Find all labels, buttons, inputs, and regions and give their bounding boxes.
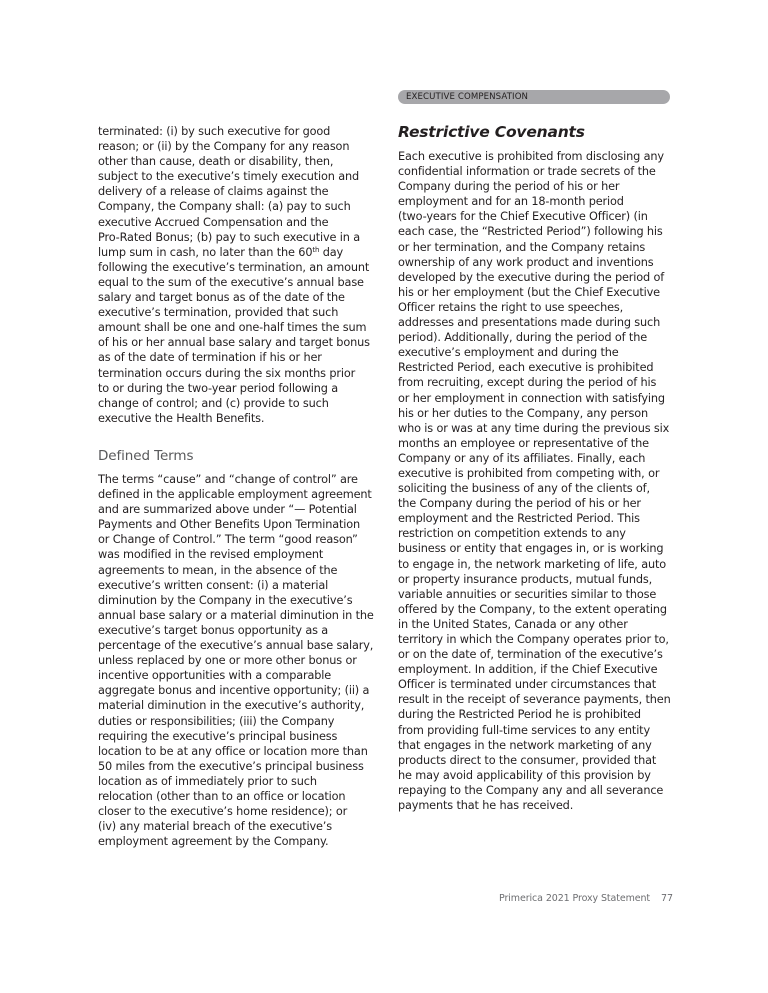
text-line: addresses and presentations made during such [398,316,661,330]
section-label: EXECUTIVE COMPENSATION [406,92,529,102]
text-line: executive is prohibited from competing with, or [398,466,660,480]
text-line: that engages in the network marketing of any [398,738,652,752]
text-line: salary and target bonus as of the date of the [98,291,345,305]
text-line: Pro-Rated Bonus; (b) pay to such executive in a [98,230,360,244]
text-line: Company or any of its affiliates. Finally, each [398,451,646,465]
text-line: amount shall be one and one-half times the sum [98,321,367,335]
defined-terms-heading: Defined Terms [98,448,194,464]
text-line: location to be at any office or location more than [98,744,368,758]
text-line: or her termination, and the Company retains [398,240,646,254]
text-line: unless replaced by one or more other bonus or [98,654,357,668]
text-line: 50 miles from the executive’s principal business [98,759,364,773]
text-line: repaying to the Company any and all severance [398,783,664,797]
text-line: equal to the sum of the executive’s annual base [98,275,364,289]
text-line: ownership of any work product and inventions [398,255,654,269]
text-line: offered by the Company, to the extent operating [398,602,667,616]
text-line: termination occurs during the six months prior [98,366,356,380]
text-line: or Change of Control.” The term “good reason” [98,533,358,547]
footer-publication: Primerica 2021 Proxy Statement [499,893,651,904]
text-line: closer to the executive’s home residence); or [98,805,348,819]
text-line: duties or responsibilities; (iii) the Company [98,714,335,728]
text-line: as of the date of termination if his or her [98,351,322,365]
ordinal-superscript: th [312,245,320,254]
restrictive-covenants-heading: Restrictive Covenants [398,123,585,141]
text-line: payments that he has received. [398,799,574,813]
text-line: Officer retains the right to use speeches, [398,300,624,314]
text-line: of his or her annual base salary and target bonus [98,336,370,350]
text-line: reason; or (ii) by the Company for any reason [98,140,350,154]
text-line: Restricted Period, each executive is prohibited [398,361,654,375]
text-line: confidential information or trade secrets of the [398,165,656,179]
text-line: Company, the Company shall: (a) pay to such [98,200,351,214]
text-line: employment and the Restricted Period. This [398,512,640,526]
text-line: aggregate bonus and incentive opportunity; (ii) a [98,684,370,698]
text-line: executive’s employment and during the [398,346,619,360]
text-line: agreements to mean, in the absence of the [98,563,338,577]
text-line: from recruiting, except during the period of his [398,376,657,390]
text-line: or on the date of, termination of the executive’s [398,648,663,662]
text-line: who is or was at any time during the previous six [398,421,670,435]
text-line: annual base salary or a material diminution in the [98,608,374,622]
text-line: Each executive is prohibited from disclosing any [398,150,664,163]
text-line: The terms “cause” and “change of control” are [98,473,358,486]
termination-paragraph [98,124,370,426]
text-line: change of control; and (c) provide to such [98,396,329,410]
text-line: to or during the two-year period following a [98,381,338,395]
text-line: (iv) any material breach of the executive’s [98,820,332,834]
text-line: Payments and Other Benefits Upon Termination [98,518,361,532]
text-line: following the executive’s termination, an amount [98,260,370,274]
page-number: 77 [661,893,674,904]
text-line: he may avoid applicability of this provision by [398,768,651,782]
text-line: executive’s written consent: (i) a material [98,578,329,592]
text-line: other than cause, death or disability, then, [98,155,334,169]
text-line: to engage in, the network marketing of life, auto [398,557,667,571]
text-line: location as of immediately prior to such [98,774,317,788]
text-line: or property insurance products, mutual funds, [398,572,653,586]
text-line: from providing full-time services to any entity [398,723,650,737]
text-line: executive the Health Benefits. [98,411,265,425]
text-line: restriction on competition extends to any [398,527,626,541]
text-line: diminution by the Company in the executive’s [98,593,353,607]
text-line: in the United States, Canada or any other [398,617,628,631]
text-line: Officer is terminated under circumstances that [398,678,657,692]
text-line: his or her employment (but the Chief Executive [398,285,660,299]
text-line: percentage of the executive’s annual base salary, [98,639,374,653]
text-line: defined in the applicable employment agreement [98,488,372,502]
text-line: (two-years for the Chief Executive Officer) (in [398,210,648,224]
text-line: employment and for an 18-month period [398,195,624,209]
text-line: Company during the period of his or her [398,180,620,194]
text-line: during the Restricted Period he is prohibited [398,708,641,722]
text-line: material diminution in the executive’s authority, [98,699,365,713]
text-line: territory in which the Company operates prior to, [398,633,669,646]
text-line: executive’s termination, provided that such [98,306,339,320]
restrictive-covenants-paragraph [398,149,671,813]
text-line: developed by the executive during the period of [398,270,665,284]
text-line: was modified in the revised employment [98,548,324,562]
text-line: products direct to the consumer, provided that [398,753,657,767]
text-line: and are summarized above under “— Potential [98,503,357,517]
text-line: employment. In addition, if the Chief Executive [398,663,658,677]
text-line: result in the receipt of severance payments, then [398,693,671,707]
text-line: employment agreement by the Company. [98,835,329,849]
text-line: requiring the executive’s principal business [98,729,338,743]
text-line: executive Accrued Compensation and the [98,215,329,229]
text-line: executive’s target bonus opportunity as a [98,623,329,637]
text-line: period). Additionally, during the period of the [398,331,648,345]
text-line: or her employment in connection with satisfying [398,391,665,405]
text-line: soliciting the business of any of the clients of, [398,482,650,496]
text-line: his or her duties to the Company, any person [398,406,649,420]
text-line: business or entity that engages in, or is working [398,542,664,556]
text-line: relocation (other than to an office or location [98,789,346,803]
text-line: variable annuities or securities similar to those [398,587,657,601]
section-header-bar [398,90,670,104]
text-line: each case, the “Restricted Period”) following his [398,225,663,239]
text-line: incentive opportunities with a comparable [98,669,332,683]
text-line: subject to the executive’s timely execution and [98,170,360,184]
text-line: lump sum in cash, no later than the 60th day [98,245,344,259]
text-line: terminated: (i) by such executive for good [98,125,331,138]
text-line: months an employee or representative of the [398,436,649,450]
text-line: the Company during the period of his or her [398,497,641,511]
defined-terms-paragraph [98,472,374,849]
text-line: delivery of a release of claims against the [98,185,329,199]
